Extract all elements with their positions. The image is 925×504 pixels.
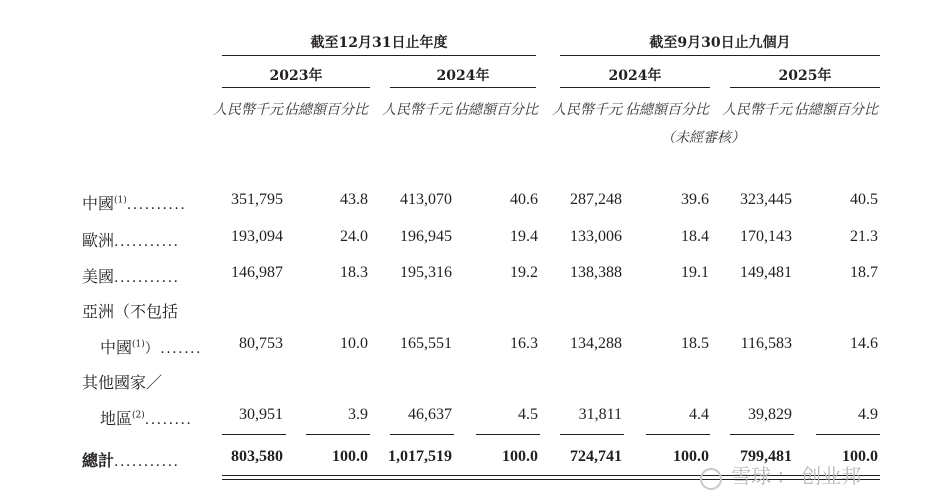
asia-pct-2024-9m: 18.5	[681, 335, 709, 352]
china-pct-2024-9m: 39.6	[681, 191, 709, 208]
asia-rmb-2023: 80,753	[239, 335, 283, 352]
china-rmb-2024-9m: 287,248	[570, 191, 622, 208]
year-header-2025: 2025年	[778, 68, 832, 84]
unit-pct-2024-9m: 佔總額百分比	[625, 102, 709, 118]
subtotal-rule-2024-9m-rmb	[560, 434, 624, 435]
usa-pct-2024-9m: 19.1	[681, 264, 709, 281]
other-rmb-2025: 39,829	[748, 406, 792, 423]
unit-pct-2025: 佔總額百分比	[794, 102, 878, 118]
china-rmb-2025: 323,445	[740, 191, 792, 208]
year-header-2024-9m: 2024年	[608, 68, 662, 84]
europe-pct-2024-fy: 19.4	[510, 228, 538, 245]
year-rule-2024-fy	[390, 87, 536, 88]
asia-pct-2023: 10.0	[340, 335, 368, 352]
other-rmb-2023: 30,951	[239, 406, 283, 423]
asia-rmb-2024-9m: 134,288	[570, 335, 622, 352]
other-pct-2023: 3.9	[348, 406, 368, 423]
total-rmb-2024-9m: 724,741	[570, 448, 622, 465]
other-rmb-2024-9m: 31,811	[578, 406, 622, 423]
total-rmb-2024-fy: 1,017,519	[388, 448, 452, 465]
unit-rmb-2025: 人民幣千元	[722, 102, 792, 118]
subtotal-rule-2024fy-pct	[476, 434, 540, 435]
year-header-2023: 2023年	[269, 68, 323, 84]
subtotal-rule-2025-pct	[816, 434, 880, 435]
watermark-account: 创业邦	[801, 464, 862, 488]
china-rmb-2024-fy: 413,070	[400, 191, 452, 208]
year-rule-2023	[222, 87, 370, 88]
usa-rmb-2024-9m: 138,388	[570, 264, 622, 281]
header-9m-period: 截至9月30日止九個月	[649, 35, 791, 51]
year-header-2024-fy: 2024年	[436, 68, 490, 84]
asia-pct-2024-fy: 16.3	[510, 335, 538, 352]
subtotal-rule-2023-pct	[306, 434, 370, 435]
total-rmb-2025: 799,481	[740, 448, 792, 465]
unit-rmb-2023: 人民幣千元	[213, 102, 283, 118]
other-pct-2024-fy: 4.5	[518, 406, 538, 423]
total-pct-2023: 100.0	[332, 448, 368, 465]
row-label-asia: 亞洲（不包括	[82, 302, 179, 321]
unit-pct-2023: 佔總額百分比	[284, 102, 368, 118]
other-pct-2025: 4.9	[858, 406, 878, 423]
watermark-brand: 雪球	[731, 464, 772, 488]
year-rule-2024-9m	[560, 87, 710, 88]
asia-rmb-2025: 116,583	[740, 335, 792, 352]
subtotal-rule-2023-rmb	[222, 434, 286, 435]
usa-pct-2024-fy: 19.2	[510, 264, 538, 281]
europe-rmb-2023: 193,094	[231, 228, 283, 245]
total-pct-2024-fy: 100.0	[502, 448, 538, 465]
total-pct-2025: 100.0	[842, 448, 878, 465]
row-label-asia-cont: 中國$^{(1)}$）.......	[100, 338, 202, 357]
header-fy-period: 截至12月31日止年度	[310, 35, 448, 51]
row-label-europe: 歐洲...........	[82, 231, 180, 250]
other-rmb-2024-fy: 46,637	[408, 406, 452, 423]
china-pct-2023: 43.8	[340, 191, 368, 208]
china-pct-2025: 40.5	[850, 191, 878, 208]
watermark	[700, 460, 861, 490]
row-label-usa: 美國...........	[82, 267, 180, 286]
row-label-other-cont: 地區$^{(2)}$........	[100, 409, 193, 428]
europe-pct-2024-9m: 18.4	[681, 228, 709, 245]
watermark-separator: ：	[776, 464, 797, 488]
asia-pct-2025: 14.6	[850, 335, 878, 352]
usa-rmb-2023: 146,987	[231, 264, 283, 281]
unit-rmb-2024-9m: 人民幣千元	[552, 102, 622, 118]
usa-rmb-2024-fy: 195,316	[400, 264, 452, 281]
usa-pct-2023: 18.3	[340, 264, 368, 281]
unit-rmb-2024-fy: 人民幣千元	[382, 102, 452, 118]
year-rule-2025	[730, 87, 880, 88]
subtotal-rule-2024fy-rmb	[390, 434, 454, 435]
usa-pct-2025: 18.7	[850, 264, 878, 281]
china-rmb-2023: 351,795	[231, 191, 283, 208]
snowball-logo-icon	[700, 468, 722, 490]
usa-rmb-2025: 149,481	[740, 264, 792, 281]
total-pct-2024-9m: 100.0	[673, 448, 709, 465]
unit-pct-2024-fy: 佔總額百分比	[454, 102, 538, 118]
row-label-china: 中國$^{(1)}$..........	[82, 194, 187, 213]
europe-rmb-2025: 170,143	[740, 228, 792, 245]
subtotal-rule-2024-9m-pct	[646, 434, 710, 435]
subtotal-rule-2025-rmb	[730, 434, 794, 435]
row-label-other: 其他國家／	[82, 373, 163, 392]
europe-pct-2025: 21.3	[850, 228, 878, 245]
total-rmb-2023: 803,580	[231, 448, 283, 465]
europe-rmb-2024-9m: 133,006	[570, 228, 622, 245]
china-pct-2024-fy: 40.6	[510, 191, 538, 208]
header-9m-rule	[560, 55, 880, 56]
header-fy-rule	[222, 55, 536, 56]
other-pct-2024-9m: 4.4	[689, 406, 709, 423]
europe-pct-2023: 24.0	[340, 228, 368, 245]
unaudited-note: （未經審核）	[661, 130, 745, 146]
asia-rmb-2024-fy: 165,551	[400, 335, 452, 352]
europe-rmb-2024-fy: 196,945	[400, 228, 452, 245]
row-label-total: 總計...........	[82, 451, 180, 470]
